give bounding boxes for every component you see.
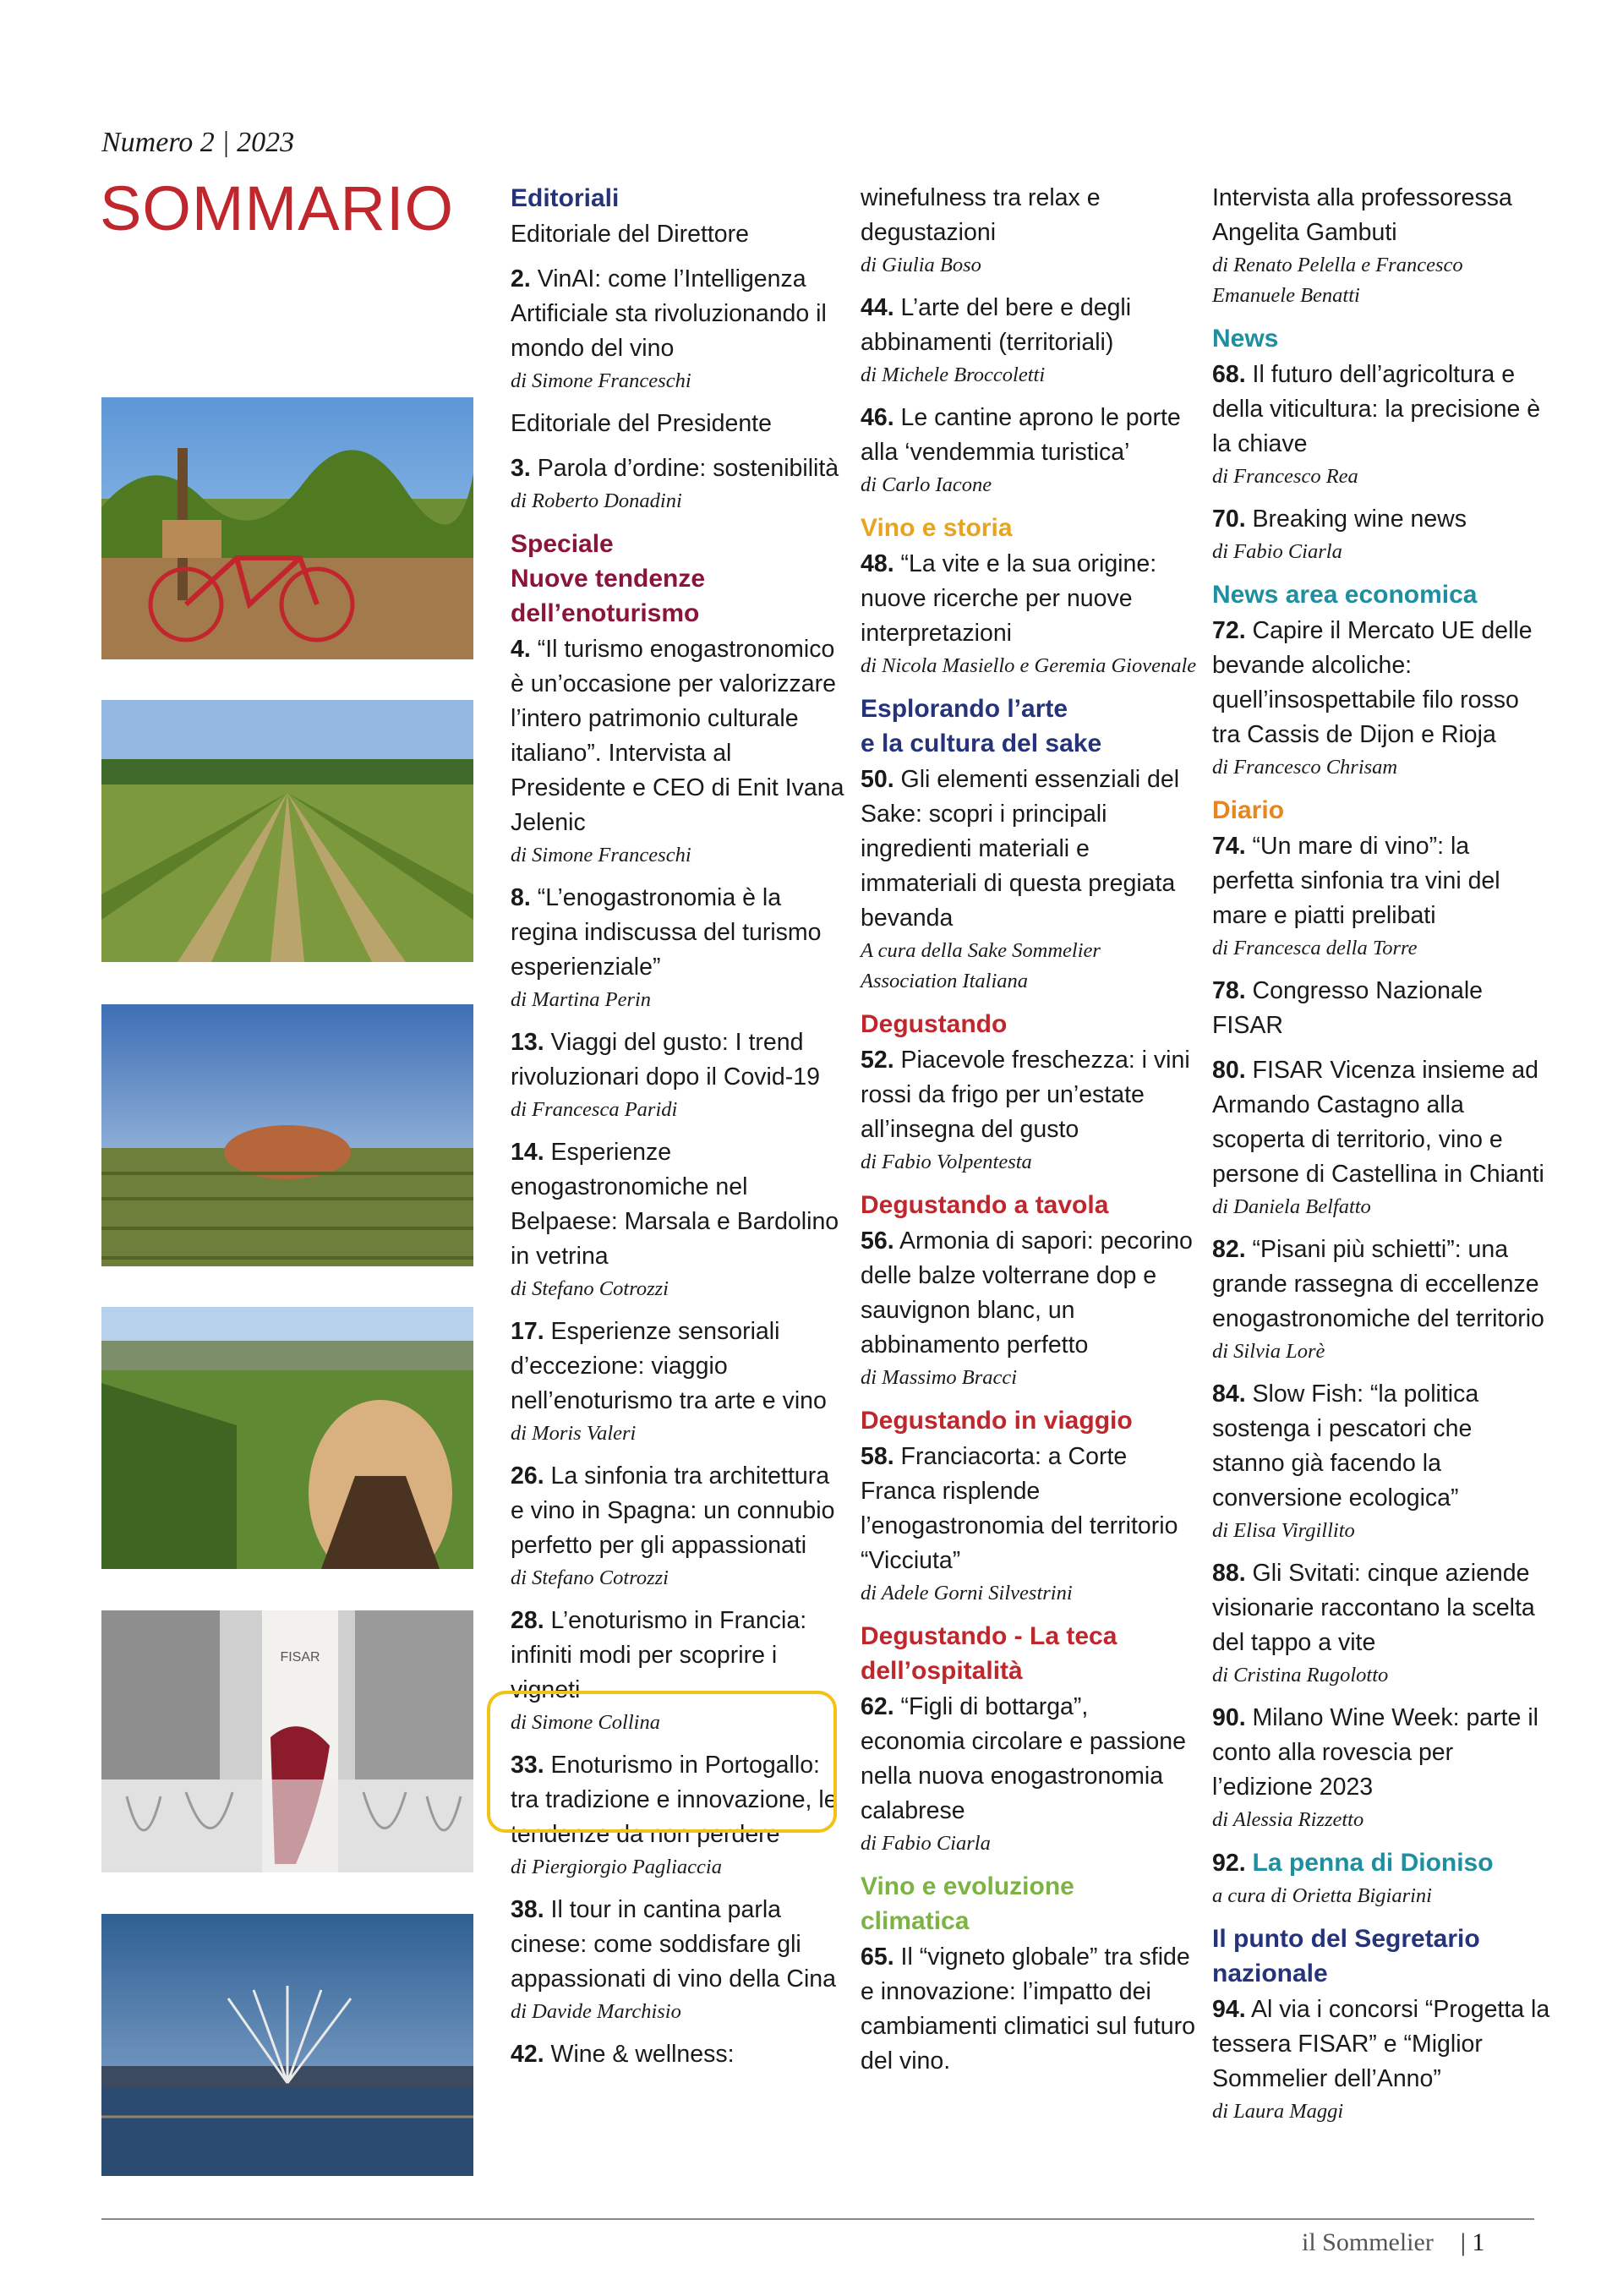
- highlight-box: [487, 1691, 837, 1833]
- entry-title: VinAI: come l’Intelligenza Artificiale sta rivoluzionando il mondo del vino: [511, 265, 827, 362]
- issue-label: Numero 2 | 2023: [101, 127, 295, 158]
- section-heading: [1212, 577, 1550, 612]
- toc-entry[interactable]: [511, 2037, 849, 2072]
- entry-title: Il tour in cantina parla cinese: come soddisfare gli appassionati di vino della Cina: [511, 1896, 837, 1993]
- entry-author: di Martina Perin: [511, 988, 652, 1011]
- entry-author: di Cristina Rugolotto: [1212, 1664, 1389, 1686]
- entry-title: L’enoturismo in Francia: infiniti modi per scoprire i vigneti: [511, 1607, 807, 1703]
- toc-entry[interactable]: [1212, 829, 1550, 964]
- section-heading-line: News area economica: [1212, 581, 1478, 609]
- entry-title: La penna di Dioniso: [1252, 1849, 1494, 1877]
- page-ref: 50.: [861, 766, 894, 793]
- toc-entry[interactable]: [861, 1690, 1199, 1859]
- entry-author: di Simone Franceschi: [511, 844, 691, 866]
- page-ref: 2.: [511, 265, 531, 292]
- entry-title: Viaggi del gusto: I trend rivoluzionari dopo il Covid-19: [511, 1029, 820, 1091]
- entry-title: Franciacorta: a Corte Franca risplende l’enogastronomia del territorio “Vicciuta”: [861, 1443, 1178, 1574]
- entry-author: di Fabio Ciarla: [1212, 540, 1342, 563]
- entry-title: Breaking wine news: [1252, 506, 1467, 533]
- section-heading-line: Diario: [1212, 796, 1285, 824]
- page-ref: 48.: [861, 550, 894, 577]
- entry-author: di Massimo Bracci: [861, 1366, 1018, 1389]
- page-ref: 42.: [511, 2041, 544, 2068]
- entry-author: di Francesca Paridi: [511, 1098, 678, 1121]
- page-ref: 14.: [511, 1139, 544, 1166]
- entry-title: “L’enogastronomia è la regina indiscussa del turismo esperienziale”: [511, 884, 822, 981]
- section-heading-line: Degustando: [861, 1010, 1008, 1038]
- section-heading-line: dell’enoturismo: [511, 599, 700, 627]
- page-ref: 62.: [861, 1693, 894, 1720]
- horse-carriage-photo: [101, 1307, 473, 1569]
- page-ref: 33.: [511, 1752, 544, 1779]
- toc-entry[interactable]: [1212, 974, 1550, 1043]
- toc-entry[interactable]: [1212, 181, 1550, 311]
- page-footer: [1302, 2228, 1484, 2257]
- toc-entry[interactable]: [1212, 1233, 1550, 1367]
- entry-title: Il “vigneto globale” tra sfide e innovazione: l’impatto dei cambiamenti climatici sul futuro del vino.: [861, 1943, 1195, 2075]
- entry-author: di Elisa Virgillito: [1212, 1519, 1355, 1542]
- entry-author: di Fabio Volpentesta: [861, 1151, 1032, 1173]
- entry-author: di Carlo Iacone: [861, 473, 992, 496]
- toc-entry[interactable]: [1212, 1053, 1550, 1222]
- page-ref: 13.: [511, 1029, 544, 1056]
- section-heading-line: News: [1212, 325, 1279, 353]
- toc-entry[interactable]: [861, 1224, 1199, 1393]
- page-ref: 88.: [1212, 1560, 1246, 1587]
- entry-title: “Figli di bottarga”, economia circolare e passione nella nuova enogastronomia calabrese: [861, 1693, 1186, 1824]
- toc-entry[interactable]: [511, 451, 849, 517]
- section-heading-line: dell’ospitalità: [861, 1657, 1023, 1685]
- section-heading: [511, 527, 849, 631]
- entry-title: Il futuro dell’agricoltura e della viticultura: la precisione è la chiave: [1212, 361, 1541, 457]
- section-heading: [861, 1007, 1199, 1041]
- page-ref: 38.: [511, 1896, 544, 1923]
- page-ref: 84.: [1212, 1380, 1246, 1408]
- toc-entry[interactable]: [861, 1043, 1199, 1178]
- section-heading-line: Degustando in viaggio: [861, 1407, 1133, 1435]
- page-ref: 72.: [1212, 617, 1246, 644]
- toc-entry[interactable]: [511, 262, 849, 396]
- entry-author: di Fabio Ciarla: [861, 1832, 991, 1855]
- section-heading-line: Il punto del Segretario: [1212, 1925, 1480, 1953]
- page-ref: 74.: [1212, 833, 1246, 860]
- entry-author: di Michele Broccoletti: [861, 364, 1046, 386]
- harbour-night-photo: [101, 1914, 473, 2176]
- vineyard-rows-photo: [101, 700, 473, 962]
- entry-author: di Adele Gorni Silvestrini: [861, 1582, 1073, 1604]
- entry-title: Intervista alla professoressa Angelita Gambuti: [1212, 184, 1512, 246]
- entry-author: di Stefano Cotrozzi: [511, 1566, 669, 1589]
- page-ref: 56.: [861, 1227, 894, 1255]
- entry-author: di Renato Pelella e Francesco Emanuele Benatti: [1212, 254, 1463, 307]
- page-ref: 65.: [861, 1943, 894, 1971]
- toc-entry[interactable]: [1212, 1845, 1550, 1911]
- toc-entry[interactable]: [511, 1135, 849, 1304]
- entry-title: “Pisani più schietti”: una grande rassegna di eccellenze enogastronomiche del territorio: [1212, 1236, 1544, 1332]
- fisar-wine-glasses-photo: [101, 1610, 473, 1872]
- entry-author: di Francesco Chrisam: [1212, 756, 1398, 779]
- entry-title: Enoturismo in Portogallo: tra tradizione e innovazione, le tendenze da non perdere: [511, 1752, 838, 1848]
- toc-entry[interactable]: [1212, 1556, 1550, 1691]
- svg-text:FISAR: FISAR: [280, 1650, 320, 1665]
- entry-title: Piacevole freschezza: i vini rossi da frigo per un’estate all’insegna del gusto: [861, 1047, 1190, 1143]
- entry-author: di Moris Valeri: [511, 1422, 637, 1445]
- page-ref: 26.: [511, 1462, 544, 1490]
- section-heading: [861, 1869, 1199, 1938]
- section-heading: [511, 181, 849, 216]
- section-heading-line: Degustando a tavola: [861, 1191, 1109, 1219]
- entry-author: di Roberto Donadini: [511, 489, 682, 512]
- entry-author: di Francesca della Torre: [1212, 937, 1418, 959]
- entry-author: di Simone Collina: [511, 1711, 660, 1734]
- page-ref: 70.: [1212, 506, 1246, 533]
- toc-entry[interactable]: [1212, 1377, 1550, 1546]
- entry-title: Le cantine aprono le porte alla ‘vendemmia turistica’: [861, 404, 1181, 466]
- entry-title: FISAR Vicenza insieme ad Armando Castagno alla scoperta di territorio, vino e persone di Castellina in Chianti: [1212, 1057, 1544, 1188]
- entry-title: Gli Svitati: cinque aziende visionarie raccontano la scelta del tappo a vite: [1212, 1560, 1535, 1656]
- page-ref: 94.: [1212, 1996, 1246, 2023]
- entry-author: di Davide Marchisio: [511, 2000, 681, 2023]
- page-ref: 80.: [1212, 1057, 1246, 1084]
- entry-author: di Laura Maggi: [1212, 2100, 1344, 2123]
- entry-title: Congresso Nazionale FISAR: [1212, 977, 1484, 1039]
- toc-entry[interactable]: [861, 401, 1199, 500]
- page-ref: 92.: [1212, 1850, 1246, 1877]
- section-heading: [861, 511, 1199, 545]
- entry-author: di Alessia Rizzetto: [1212, 1808, 1364, 1831]
- entry-author: di Francesco Rea: [1212, 465, 1358, 488]
- entry-title: Wine & wellness:: [550, 2041, 735, 2068]
- entry-title: Capire il Mercato UE delle bevande alcoliche: quell’insospettabile filo rosso tra Cassis de Dijon e Rioja: [1212, 617, 1533, 748]
- section-heading-line: e la cultura del sake: [861, 730, 1102, 757]
- entry-title: “Un mare di vino”: la perfetta sinfonia tra vini del mare e piatti prelibati: [1212, 833, 1500, 929]
- toc-entry[interactable]: [511, 217, 849, 252]
- toc-entry[interactable]: [511, 407, 849, 441]
- section-heading: [861, 692, 1199, 761]
- entry-author: a cura di Orietta Bigiarini: [1212, 1884, 1432, 1907]
- entry-title: Esperienze sensoriali d’eccezione: viaggio nell’enoturismo tra arte e vino: [511, 1318, 827, 1414]
- toc-entry[interactable]: [511, 1459, 849, 1594]
- toc-entry[interactable]: [1212, 1993, 1550, 2127]
- section-heading: [861, 1403, 1199, 1438]
- page-ref: 68.: [1212, 361, 1246, 388]
- entry-author: di Piergiorgio Pagliaccia: [511, 1856, 722, 1878]
- section-heading-line: Speciale: [511, 530, 614, 558]
- section-heading-line: Vino e storia: [861, 514, 1013, 542]
- toc-entry[interactable]: [861, 181, 1199, 281]
- entry-title: La sinfonia tra architettura e vino in Spagna: un connubio perfetto per gli appassionati: [511, 1462, 835, 1559]
- entry-author: A cura della Sake Sommelier Association Italiana: [861, 939, 1101, 992]
- section-heading-line: Nuove tendenze: [511, 565, 706, 593]
- entry-title: Editoriale del Presidente: [511, 410, 772, 437]
- toc-entry[interactable]: [1212, 502, 1550, 567]
- entry-author: di Stefano Cotrozzi: [511, 1277, 669, 1300]
- entry-title: “Il turismo enogastronomico è un’occasione per valorizzare l’intero patrimonio culturale italiano”. Intervista al Presidente e CEO di Enit Ivana Jelenic: [511, 636, 844, 836]
- toc-entry[interactable]: [511, 1025, 849, 1125]
- page-ref: 44.: [861, 294, 894, 321]
- page-ref: 90.: [1212, 1704, 1246, 1731]
- page-ref: 3.: [511, 455, 531, 482]
- section-heading-line: Editoriali: [511, 184, 620, 212]
- section-heading-line: nazionale: [1212, 1960, 1328, 1987]
- page-ref: 82.: [1212, 1236, 1246, 1263]
- section-heading: [1212, 793, 1550, 828]
- entry-title: winefulness tra relax e degustazioni: [861, 184, 1101, 246]
- dome-winery-photo: [101, 1004, 473, 1266]
- toc-entry[interactable]: [861, 291, 1199, 391]
- entry-title: Gli elementi essenziali del Sake: scopri i principali ingredienti materiali e immateriali di questa pregiata bevanda: [861, 766, 1180, 932]
- entry-author: di Silvia Lorè: [1212, 1340, 1325, 1363]
- toc-entry[interactable]: [511, 1893, 849, 2027]
- entry-title: Parola d’ordine: sostenibilità: [537, 455, 839, 482]
- toc-entry[interactable]: [511, 881, 849, 1015]
- entry-title: Milano Wine Week: parte il conto alla rovescia per l’edizione 2023: [1212, 1704, 1538, 1801]
- page-ref: 4.: [511, 636, 531, 663]
- contents-column-3: [1212, 181, 1550, 2137]
- entry-title: Editoriale del Direttore: [511, 221, 749, 248]
- entry-author: di Giulia Boso: [861, 254, 981, 276]
- entry-author: di Nicola Masiello e Geremia Giovenale: [861, 654, 1197, 677]
- contents-column-2: [861, 181, 1199, 2089]
- page-ref: 52.: [861, 1047, 894, 1074]
- toc-entry[interactable]: [861, 1440, 1199, 1609]
- entry-author: di Daniela Belfatto: [1212, 1195, 1371, 1218]
- entry-title: Slow Fish: “la politica sostenga i pescatori che stanno già facendo la conversione ecologica”: [1212, 1380, 1479, 1512]
- toc-entry[interactable]: [1212, 358, 1550, 492]
- page-number: | 1: [1460, 2228, 1485, 2256]
- section-heading: [861, 1619, 1199, 1688]
- toc-entry[interactable]: [511, 1315, 849, 1449]
- section-heading: [1212, 321, 1550, 356]
- section-heading: [1212, 1922, 1550, 1991]
- section-heading-line: climatica: [861, 1907, 970, 1935]
- bicycle-vineyard-photo: [101, 397, 473, 659]
- toc-entry[interactable]: [1212, 614, 1550, 783]
- page-ref: 17.: [511, 1318, 544, 1345]
- page-title: SOMMARIO: [100, 173, 455, 243]
- section-heading-line: Vino e evoluzione: [861, 1872, 1074, 1900]
- toc-entry[interactable]: [511, 632, 849, 871]
- entry-title: Armonia di sapori: pecorino delle balze volterrane dop e sauvignon blanc, un abbinamento perfetto: [861, 1227, 1193, 1358]
- footer-rule: [101, 2218, 1534, 2220]
- page-ref: 8.: [511, 884, 531, 911]
- section-heading-line: Degustando - La teca: [861, 1622, 1118, 1650]
- page-ref: 46.: [861, 404, 894, 431]
- page-ref: 78.: [1212, 977, 1246, 1004]
- section-heading-line: Esplorando l’arte: [861, 695, 1068, 723]
- page-ref: 58.: [861, 1443, 894, 1470]
- toc-entry[interactable]: [1212, 1701, 1550, 1835]
- toc-entry[interactable]: [861, 763, 1199, 997]
- magazine-name: il Sommelier: [1302, 2228, 1434, 2256]
- entry-title: “La vite e la sua origine: nuove ricerche per nuove interpretazioni: [861, 550, 1157, 647]
- section-heading: [861, 1188, 1199, 1222]
- toc-entry[interactable]: [861, 1940, 1199, 2079]
- entry-title: Al via i concorsi “Progetta la tessera FISAR” e “Miglior Sommelier dell’Anno”: [1212, 1996, 1550, 2092]
- entry-author: di Simone Franceschi: [511, 369, 691, 392]
- entry-title: Esperienze enogastronomiche nel Belpaese: Marsala e Bardolino in vetrina: [511, 1139, 839, 1270]
- entry-title: L’arte del bere e degli abbinamenti (territoriali): [861, 294, 1132, 356]
- page-ref: 28.: [511, 1607, 544, 1634]
- toc-entry[interactable]: [861, 547, 1199, 681]
